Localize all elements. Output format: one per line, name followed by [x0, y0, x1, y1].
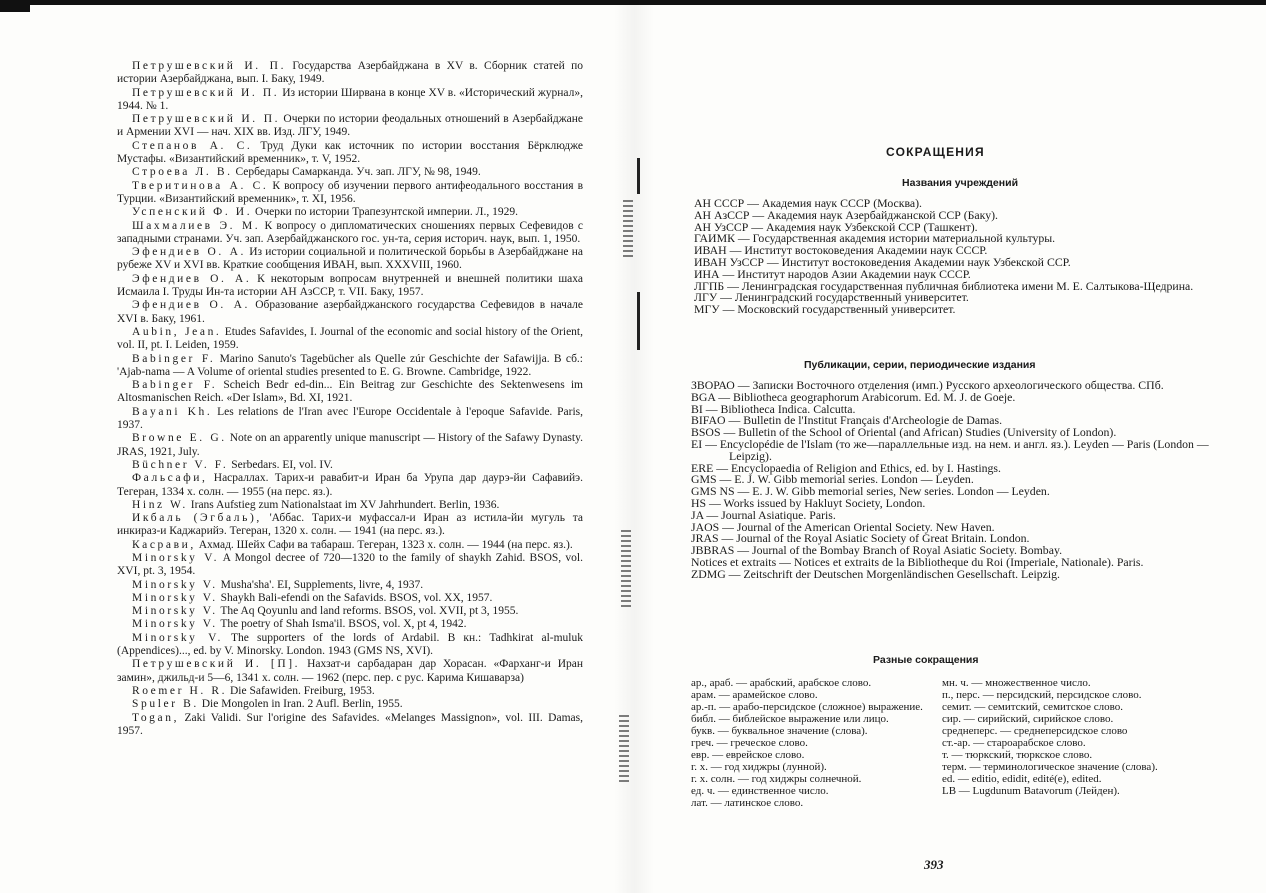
publication-abbreviation: JAOS — Journal of the American Oriental Society. New Haven. — [691, 519, 995, 534]
entry-text: The supporters of the lords of Ardabil. В кн.: Tadhkirat al-muluk (Appendices)..., ed. by V. Minorsky. London. 1943 (GMS NS, XVI). — [117, 631, 583, 658]
misc-abbreviation: среднеперс. — среднеперсидское слово — [942, 725, 1128, 737]
entry-text: К вопросу о дипломатических сношениях первых Сефевидов с западными странами. Уч. зап. Азербайджанского гос. ун-та, серия историч. наук, вып. 1, 1950. — [117, 219, 583, 245]
bibliography-entry — [117, 273, 583, 300]
institution-abbreviation: МГУ — Московский государственный университет. — [694, 302, 956, 317]
bibliography-entry — [117, 180, 583, 207]
bibliography-entry — [117, 499, 583, 512]
publication-abbreviation: JRAS — Journal of the Royal Asiatic Society of Great Britain. London. — [691, 531, 1030, 546]
entry-text: Marino Sanuto's Tagebücher als Quelle zúr Geschichte der Safawijja. В сб.: 'Ajab-nama — A Volume of oriental studies presented to E. G. Browne. Cambridge, 1922. — [117, 352, 583, 378]
entry-text: Очерки по истории феодальных отношений в Азербайджане и Армении XVI — нач. XIX вв. Изд. ЛГУ, 1949. — [117, 113, 584, 139]
entry-text: Note on an apparently unique manuscript — History of the Safawy Dynasty. JRAS, 1921, July. — [117, 432, 583, 458]
misc-abbreviation: греч. — греческое слово. — [691, 737, 808, 749]
publication-abbreviation: GMS — E. J. W. Gibb memorial series. London — Leyden. — [691, 472, 974, 487]
bibliography-entry — [117, 379, 583, 406]
institutions-heading: Названия учреждений — [902, 177, 1019, 189]
bibliography-entry — [117, 618, 583, 631]
institution-abbreviation: ИНА — Институт народов Азии Академии наук СССР. — [694, 266, 971, 281]
entry-text: Государства Азербайджана в XV в. Сборник статей по истории Азербайджана, вып. I. Баку, 1949. — [117, 60, 583, 86]
misc-abbreviation: LB — Lugdunum Batavorum (Лейден). — [942, 785, 1120, 797]
misc-abbreviation: ст.-ар. — староарабское слово. — [942, 737, 1086, 749]
margin-mark — [637, 292, 640, 350]
institution-abbreviation: АН СССР — Академия наук СССР (Москва). — [694, 196, 923, 210]
bibliography-list — [117, 60, 583, 738]
entry-author: Строева Л. В. — [132, 166, 233, 179]
entry-text: Musha'sha'. EI, Supplements, livre, 4, 1937. — [217, 578, 424, 591]
misc-abbreviation: п., перс. — персидский, персидское слово. — [942, 689, 1142, 701]
bibliography-entry — [117, 685, 583, 698]
entry-author: Hinz W. — [132, 498, 188, 511]
entry-author: Эфендиев О. А. — [132, 246, 246, 259]
misc-abbreviation: ар.-п. — арабо-персидское (сложное) выражение. — [691, 701, 923, 713]
institution-abbreviation: АН УзССР — Академия наук Узбекской ССР (Ташкент). — [694, 219, 978, 234]
entry-text: Die Safawiden. Freiburg, 1953. — [227, 684, 375, 697]
scan-speck — [619, 715, 629, 785]
bibliography-entry — [117, 87, 583, 114]
entry-author: Икбаль (Эгбаль), — [132, 512, 262, 525]
entry-text: Очерки по истории Трапезунтской империи. Л., 1929. — [252, 206, 518, 219]
misc-abbreviation: ed. — editio, edidit, edité(e), edited. — [942, 773, 1102, 785]
right-page — [633, 0, 1266, 893]
publication-abbreviation: BI — Bibliotheca Indica. Calcutta. — [691, 401, 856, 416]
misc-abbreviation: т. — тюркский, тюркское слово. — [942, 749, 1093, 761]
entry-author: Minorsky V. — [132, 591, 218, 604]
entry-author: Петрушевский И. П. — [132, 86, 280, 99]
scan-speck — [623, 200, 633, 260]
bibliography-entry — [117, 698, 583, 711]
entry-author: Minorsky V. — [132, 605, 218, 618]
entry-text: The Aq Qoyunlu and land reforms. BSOS, vol. XVII, pt 3, 1955. — [217, 605, 519, 618]
entry-text: Irans Aufstieg zum Nationalstaat im XV Jahrhundert. Berlin, 1936. — [187, 498, 500, 511]
entry-author: Roemer H. R. — [132, 684, 228, 697]
misc-abbreviation: сир. — сирийский, сирийское слово. — [942, 713, 1114, 725]
bibliography-entry — [117, 552, 583, 579]
entry-text: Образование азербайджанского государства Сефевидов в начале XVI в. Баку, 1961. — [117, 299, 583, 325]
entry-text: К некоторым вопросам внутренней и внешней политики шаха Исмаила I. Труды Ин-та истории АН АзССР, т. VII. Баку, 1957. — [117, 272, 583, 299]
entry-text: Труд Дуки как источник по истории восстания Бёрклюдже Мустафы. «Византийский временник», т. V, 1952. — [117, 139, 583, 166]
entry-author: Minorsky V. — [132, 578, 218, 591]
entry-text: Serbedars. EI, vol. IV. — [228, 458, 333, 471]
entry-text: Scheich Bedr ed-din... Ein Beitrag zur Geschichte des Sektenwesens im Altosmanischen Reich. «Der Islam», Bd. XI, 1921. — [117, 379, 583, 405]
misc-abbreviation: библ. — библейское выражение или лицо. — [691, 713, 889, 725]
bibliography-entry — [117, 60, 583, 87]
entry-author: Касрави, — [132, 538, 196, 551]
institutions-list — [694, 198, 1214, 316]
entry-author: Фальсафи, — [132, 472, 208, 485]
entry-author: Петрушевский И. П. — [132, 113, 281, 126]
misc-abbreviation: ед. ч. — единственное число. — [691, 785, 829, 797]
entry-text: Shaykh Bali-efendi on the Safavids. BSOS, vol. XX, 1957. — [217, 591, 493, 604]
bibliography-entry — [117, 246, 583, 273]
misc-abbreviations-left — [691, 677, 923, 809]
misc-abbreviation: г. х. солн. — год хиджры солнечной. — [691, 773, 862, 785]
entry-author: Babinger F. — [132, 379, 218, 392]
misc-abbreviation: букв. — буквальное значение (слова). — [691, 725, 868, 737]
misc-abbreviation: семит. — семитский, семитское слово. — [942, 701, 1124, 713]
institution-abbreviation: ИВАН — Институт востоковедения Академии наук СССР. — [694, 243, 988, 258]
publication-abbreviation: ERE — Encyclopaedia of Religion and Ethics, ed. by I. Hastings. — [691, 460, 1001, 475]
misc-heading: Разные сокращения — [873, 654, 979, 666]
misc-abbreviation: терм. — терминологическое значение (слова). — [942, 761, 1158, 773]
bibliography-entry — [117, 432, 583, 459]
publication-abbreviation: Notices et extraits — Notices et extraits de la Bibliotheque du Roi (Imperiale, Nationale). Paris. — [691, 554, 1144, 569]
entry-author: Minorsky V. — [132, 551, 220, 564]
publication-abbreviation: BGA — Bibliotheca geographorum Arabicorum. Ed. M. J. de Goeje. — [691, 389, 1016, 404]
publication-abbreviation: EI — Encyclopédie de l'Islam (то же—параллельные изд. на нем. и англ. яз.). Leyden — Paris (London — Leipzig). — [691, 436, 1209, 463]
entry-author: Степанов А. С. — [132, 139, 253, 152]
margin-mark — [637, 158, 640, 194]
entry-author: Togan, — [132, 711, 180, 724]
publication-abbreviation: BSOS — Bulletin of the School of Oriental (and African) Studies (University of London). — [691, 425, 1117, 440]
entry-author: Петрушевский И. П. — [132, 60, 287, 72]
entry-text: Сербедары Самарканда. Уч. зап. ЛГУ, № 98, 1949. — [232, 166, 481, 179]
entry-text: Ахмад. Шейх Сафи ва табараш. Тегеран, 1323 х. солн. — 1944 (на перс. яз.). — [195, 538, 573, 551]
entry-author: Шахмалиев Э. М. — [132, 219, 261, 232]
entry-text: Les relations de l'Iran avec l'Europe Occidentale à l'epoque Safavide. Paris, 1937. — [117, 405, 583, 432]
entry-text: 'Аббас. Тарих-и муфассал-и Иран аз истила-йи мугуль та инкираз-и Каджарийэ. Тегеран, 1320 х. солн. — 1941 (на перс. яз.). — [117, 512, 583, 538]
bibliography-entry — [117, 140, 583, 167]
entry-author: Петрушевский И. [П]. — [132, 658, 301, 671]
entry-author: Babinger F. — [132, 352, 216, 365]
entry-author: Minorsky V. — [132, 631, 223, 644]
scan-speck — [621, 530, 631, 610]
entry-text: Die Mongolen in Iran. 2 Aufl. Berlin, 1955. — [198, 698, 403, 711]
bibliography-entry — [117, 113, 583, 140]
bibliography-entry — [117, 632, 583, 659]
entry-author: Minorsky V. — [132, 618, 218, 631]
entry-author: Эфендиев О. А. — [132, 299, 251, 312]
institution-abbreviation: ЛГПБ — Ленинградская государственная публичная библиотека имени М. Е. Салтыкова-Щедрина. — [694, 278, 1194, 293]
entry-text: К вопросу об изучении первого антифеодального восстания в Турции. «Византийский временник», т. XI, 1956. — [117, 179, 583, 205]
page-title: СОКРАЩЕНИЯ — [886, 145, 985, 159]
institution-abbreviation: ИВАН УзССР — Институт востоковедения Академии наук Узбекской ССР. — [694, 254, 1071, 269]
entry-author: Успенский Ф. И. — [132, 206, 253, 219]
misc-abbreviations-right — [942, 677, 1220, 797]
bibliography-entry — [117, 539, 583, 552]
page-number: 393 — [924, 857, 944, 872]
publication-abbreviation: BIFAO — Bulletin de l'Institut Français d'Archeologie de Damas. — [691, 413, 1003, 428]
bibliography-entry — [117, 406, 583, 433]
entry-text: Насраллах. Тарих-и равабит-и Иран ба Урупа дар даурэ-йи Сафавийэ. Тегеран, 1334 х. солн. — 1955 (на перс. яз.). — [117, 472, 583, 498]
entry-text: The poetry of Shah Isma'il. BSOS, vol. X, pt 4, 1942. — [217, 618, 467, 631]
bibliography-entry — [117, 326, 583, 353]
bibliography-entry — [117, 166, 583, 179]
entry-author: Bayani Kh. — [132, 405, 213, 418]
bibliography-entry — [117, 592, 583, 605]
entry-text: Из истории социальной и политической борьбы в Азербайджане на рубеже XV и XVI вв. Краткие сообщения ИВАН, вып. XXXVIII, 1960. — [117, 246, 583, 272]
misc-abbreviation: арам. — арамейское слово. — [691, 689, 818, 701]
misc-abbreviation: лат. — латинское слово. — [691, 797, 804, 809]
bibliography-entry — [117, 353, 583, 380]
bibliography-entry — [117, 605, 583, 618]
publications-list — [691, 380, 1221, 581]
institution-abbreviation: ЛГУ — Ленинградский государственный университет. — [694, 290, 969, 305]
institution-abbreviation: ГАИМК — Государственная академия истории материальной культуры. — [694, 231, 1056, 246]
bibliography-entry — [117, 299, 583, 326]
institution-abbreviation: АН АзССР — Академия наук Азербайджанской ССР (Баку). — [694, 207, 999, 222]
publications-heading: Публикации, серии, периодические издания — [804, 359, 1036, 371]
entry-text: Из истории Ширвана в конце XV в. «Исторический журнал», 1944. № 1. — [117, 86, 583, 112]
misc-abbreviation: мн. ч. — множественное число. — [942, 677, 1091, 689]
entry-author: Browne E. G. — [132, 432, 227, 445]
bibliography-entry — [117, 206, 583, 219]
entry-author: Büchner V. F. — [132, 458, 229, 471]
bibliography-entry — [117, 512, 583, 539]
bibliography-entry — [117, 658, 583, 685]
entry-text: Etudes Safavides, I. Journal of the economic and social history of the Orient, vol. II, pt. I. Leiden, 1959. — [117, 325, 584, 352]
publication-abbreviation: JA — Journal Asiatique. Paris. — [691, 507, 836, 522]
publication-abbreviation: HS — Works issued by Hakluyt Society, London. — [691, 495, 926, 510]
misc-abbreviation: ар., араб. — арабский, арабское слово. — [691, 677, 872, 689]
misc-abbreviation: г. х. — год хиджры (лунной). — [691, 761, 827, 773]
entry-text: Нахзат-и сарбадаран дар Хорасан. «Фарханг-и Иран замин», джильд-и 5—6, 1341 х. солн. — 1962 (перс. пер. с рус. Карима Кишаварза) — [117, 658, 584, 684]
bibliography-entry — [117, 459, 583, 472]
entry-text: A Mongol decree of 720—1320 to the family of shaykh Zahid. BSOS, vol. XVI, pt. 3, 1954. — [117, 551, 583, 578]
bibliography-entry — [117, 220, 583, 247]
publication-abbreviation: JBBRAS — Journal of the Bombay Branch of Royal Asiatic Society. Bombay. — [691, 543, 1063, 558]
bibliography-entry — [117, 712, 583, 739]
entry-author: Эфендиев О. А. — [132, 272, 252, 285]
entry-author: Тверитинова А. С. — [132, 179, 269, 192]
bibliography-entry — [117, 579, 583, 592]
entry-author: Spuler B. — [132, 698, 199, 711]
misc-abbreviation: евр. — еврейское слово. — [691, 749, 805, 761]
entry-text: Zaki Validi. Sur l'origine des Safavides. «Melanges Massignon», vol. III. Damas, 1957. — [117, 711, 583, 737]
bibliography-entry — [117, 472, 583, 499]
publication-abbreviation: ЗВОРАО — Записки Восточного отделения (имп.) Русского археологического общества. СПб. — [691, 378, 1164, 392]
publication-abbreviation: GMS NS — E. J. W. Gibb memorial series, New series. London — Leyden. — [691, 484, 1050, 499]
entry-author: Aubin, Jean. — [132, 325, 222, 338]
publication-abbreviation: ZDMG — Zeitschrift der Deutschen Morgenländischen Gesellschaft. Leipzig. — [691, 566, 1060, 581]
